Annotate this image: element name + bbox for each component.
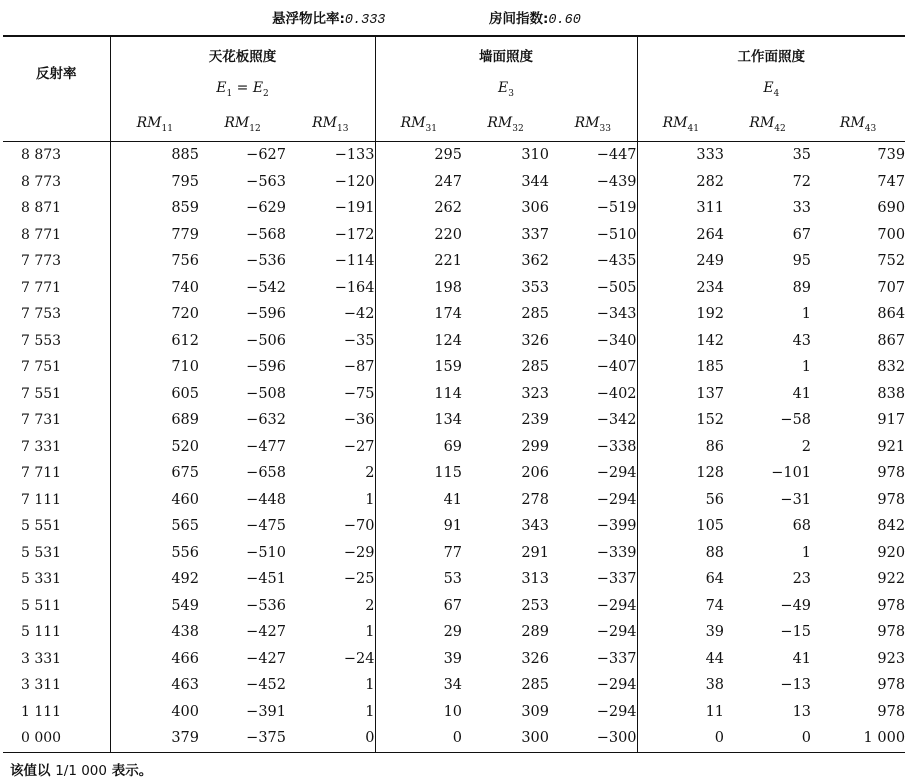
value-cell: 885 <box>171 147 199 164</box>
value-cell: 864 <box>877 306 905 323</box>
value-cell: 152 <box>696 412 725 429</box>
value-cell: 89 <box>792 279 812 296</box>
value-cell: 739 <box>877 147 905 164</box>
value-cell: 137 <box>696 385 725 402</box>
table-row <box>3 460 905 487</box>
value-cell: −435 <box>549 248 637 275</box>
value-cell: −629 <box>246 200 286 217</box>
value-cell: −448 <box>246 491 286 508</box>
value-cell: −25 <box>286 566 375 593</box>
value-cell: −58 <box>780 412 812 429</box>
value-cell: −337 <box>549 566 637 593</box>
value-cell: 675 <box>171 465 199 482</box>
value-cell: −439 <box>549 169 637 196</box>
value-cell: 978 <box>877 703 905 720</box>
table-row <box>3 593 905 620</box>
value-cell: 69 <box>443 438 463 455</box>
value-cell: −451 <box>246 571 286 588</box>
reflectance-header-cell <box>3 36 110 107</box>
value-cell: 923 <box>877 650 905 667</box>
value-cell: 72 <box>792 173 812 190</box>
value-cell: 285 <box>521 677 550 694</box>
value-cell: −508 <box>246 385 286 402</box>
value-cell: 11 <box>705 703 725 720</box>
table-row <box>3 672 905 699</box>
value-cell: −164 <box>286 275 375 302</box>
value-cell: −340 <box>549 328 637 355</box>
value-cell: 115 <box>434 465 463 482</box>
col-header-rm41: $RM_{41}$ <box>637 107 724 142</box>
value-cell: −13 <box>780 677 812 694</box>
value-cell: −447 <box>549 142 637 169</box>
value-cell: −407 <box>549 354 637 381</box>
value-cell: −114 <box>286 248 375 275</box>
value-cell: 700 <box>877 226 905 243</box>
value-cell: −15 <box>780 624 812 641</box>
value-cell: 128 <box>696 465 725 482</box>
value-cell: 33 <box>792 200 812 217</box>
value-cell: −596 <box>246 306 286 323</box>
value-cell: −510 <box>549 222 637 249</box>
value-cell: 39 <box>443 650 463 667</box>
value-cell: 0 <box>375 725 462 752</box>
reflectance-cell: 7 711 <box>3 460 110 487</box>
value-cell: 920 <box>877 544 905 561</box>
value-cell: 88 <box>705 544 725 561</box>
value-cell: 343 <box>521 518 550 535</box>
value-cell: −75 <box>286 381 375 408</box>
value-cell: −452 <box>246 677 286 694</box>
value-cell: 978 <box>877 624 905 641</box>
value-cell: −294 <box>549 460 637 487</box>
value-cell: −49 <box>780 597 812 614</box>
value-cell: 549 <box>171 597 199 614</box>
value-cell: 1 <box>801 306 812 323</box>
table-row <box>3 487 905 514</box>
value-cell: −510 <box>246 544 286 561</box>
value-cell: −35 <box>286 328 375 355</box>
value-cell: 68 <box>792 518 812 535</box>
table-row <box>3 513 905 540</box>
value-cell: −70 <box>286 513 375 540</box>
table-row <box>3 381 905 408</box>
value-cell: 234 <box>696 279 725 296</box>
table-row <box>3 699 905 726</box>
value-cell: 520 <box>171 438 199 455</box>
table-row <box>3 354 905 381</box>
value-cell: 752 <box>877 253 905 270</box>
value-cell: −391 <box>246 703 286 720</box>
value-cell: −294 <box>549 593 637 620</box>
group-header-workplane: 工作面照度 <box>637 36 905 72</box>
value-cell: 0 <box>637 725 724 752</box>
value-cell: −101 <box>771 465 812 482</box>
value-cell: −338 <box>549 434 637 461</box>
value-cell: 306 <box>521 200 550 217</box>
value-cell: 114 <box>434 385 463 402</box>
value-cell: 43 <box>792 332 812 349</box>
value-cell: 323 <box>521 385 550 402</box>
value-cell: 756 <box>171 253 199 270</box>
value-cell: 299 <box>521 438 550 455</box>
value-cell: 34 <box>443 677 463 694</box>
value-cell: −87 <box>286 354 375 381</box>
value-cell: 565 <box>171 518 199 535</box>
value-cell: 95 <box>792 253 812 270</box>
value-cell: 285 <box>521 359 550 376</box>
group-header-wall: 墙面照度 <box>375 36 637 72</box>
value-cell: −475 <box>246 518 286 535</box>
value-cell: −29 <box>286 540 375 567</box>
value-cell: 740 <box>171 279 199 296</box>
value-cell: −536 <box>246 597 286 614</box>
value-cell: 39 <box>705 624 725 641</box>
value-cell: 689 <box>171 412 199 429</box>
reflectance-cell: 7 751 <box>3 354 110 381</box>
reflectance-cell: 7 731 <box>3 407 110 434</box>
value-cell: 978 <box>877 597 905 614</box>
value-cell: −568 <box>246 226 286 243</box>
group-header-ceiling: 天花板照度 <box>110 36 375 72</box>
value-cell: −294 <box>549 487 637 514</box>
value-cell: 978 <box>877 491 905 508</box>
reflectance-cell: 5 331 <box>3 566 110 593</box>
reflectance-cell: 8 771 <box>3 222 110 249</box>
value-cell: 247 <box>434 173 463 190</box>
value-cell: −42 <box>286 301 375 328</box>
table-row <box>3 195 905 222</box>
value-cell: 41 <box>792 385 812 402</box>
symbol-workplane: $E_4$ <box>763 80 780 99</box>
value-cell: 285 <box>521 306 550 323</box>
table-row <box>3 407 905 434</box>
symbol-ceiling: $E_1 = E_2$ <box>110 72 375 107</box>
value-cell: −294 <box>549 699 637 726</box>
value-cell: −343 <box>549 301 637 328</box>
room-index-label: 房间指数: <box>489 11 549 27</box>
reflectance-cell: 5 551 <box>3 513 110 540</box>
value-cell: 2 <box>801 438 812 455</box>
room-index-value: 0.60 <box>548 13 581 28</box>
reflectance-header-spacer <box>3 107 110 142</box>
value-cell: 142 <box>696 332 725 349</box>
value-cell: 690 <box>877 200 905 217</box>
reflectance-cell: 5 111 <box>3 619 110 646</box>
value-cell: 198 <box>434 279 463 296</box>
value-cell: 313 <box>521 571 550 588</box>
value-cell: −172 <box>286 222 375 249</box>
value-cell: −505 <box>549 275 637 302</box>
value-cell: −294 <box>549 672 637 699</box>
value-cell: −300 <box>549 725 637 752</box>
value-cell: 310 <box>521 147 550 164</box>
col-header-rm43: $RM_{43}$ <box>811 107 905 142</box>
value-cell: 710 <box>171 359 199 376</box>
value-cell: 253 <box>521 597 550 614</box>
value-cell: 64 <box>705 571 725 588</box>
value-cell: 67 <box>443 597 463 614</box>
value-cell: 922 <box>877 571 905 588</box>
table-row <box>3 646 905 673</box>
value-cell: 466 <box>171 650 199 667</box>
value-cell: −427 <box>246 650 286 667</box>
value-cell: −27 <box>286 434 375 461</box>
reflectance-table <box>3 35 905 753</box>
value-cell: −427 <box>246 624 286 641</box>
table-caption <box>0 4 900 26</box>
value-cell: 605 <box>171 385 199 402</box>
table-row <box>3 725 905 752</box>
value-cell: 249 <box>696 253 725 270</box>
table-row <box>3 566 905 593</box>
reflectance-cell: 1 111 <box>3 699 110 726</box>
reflectance-cell: 8 773 <box>3 169 110 196</box>
value-cell: −399 <box>549 513 637 540</box>
col-header-rm13: $RM_{13}$ <box>286 107 375 142</box>
value-cell: 0 <box>724 725 811 752</box>
value-cell: −536 <box>246 253 286 270</box>
value-cell: 53 <box>443 571 463 588</box>
value-cell: −24 <box>286 646 375 673</box>
value-cell: 77 <box>443 544 463 561</box>
value-cell: −563 <box>246 173 286 190</box>
value-cell: 38 <box>705 677 725 694</box>
value-cell: 1 000 <box>811 725 905 752</box>
reflectance-cell: 5 531 <box>3 540 110 567</box>
reflectance-cell: 7 551 <box>3 381 110 408</box>
value-cell: −596 <box>246 359 286 376</box>
value-cell: −477 <box>246 438 286 455</box>
value-cell: 220 <box>434 226 463 243</box>
value-cell: −36 <box>286 407 375 434</box>
symbol-wall: $E_3$ <box>375 72 637 107</box>
table-row <box>3 222 905 249</box>
reflectance-cell: 7 553 <box>3 328 110 355</box>
value-cell: −627 <box>246 147 286 164</box>
value-cell: 91 <box>443 518 463 535</box>
value-cell: 842 <box>877 518 905 535</box>
value-cell: 1 <box>286 699 375 726</box>
value-cell: 35 <box>792 147 812 164</box>
value-cell: 2 <box>286 593 375 620</box>
value-cell: 344 <box>521 173 550 190</box>
value-cell: 264 <box>696 226 725 243</box>
value-cell: 832 <box>877 359 905 376</box>
reflectance-cell: 7 771 <box>3 275 110 302</box>
value-cell: 67 <box>792 226 812 243</box>
value-cell: 282 <box>696 173 725 190</box>
value-cell: 362 <box>521 253 550 270</box>
value-cell: 1 <box>286 619 375 646</box>
value-cell: 867 <box>877 332 905 349</box>
value-cell: 295 <box>434 147 463 164</box>
value-cell: 134 <box>434 412 463 429</box>
reflectance-cell: 0 000 <box>3 725 110 752</box>
value-cell: 859 <box>171 200 199 217</box>
value-cell: 44 <box>705 650 725 667</box>
value-cell: 206 <box>521 465 550 482</box>
value-cell: 74 <box>705 597 725 614</box>
reflectance-cell: 7 753 <box>3 301 110 328</box>
reflectance-cell: 3 311 <box>3 672 110 699</box>
reflectance-cell: 5 511 <box>3 593 110 620</box>
value-cell: 337 <box>521 226 550 243</box>
value-cell: 1 <box>286 672 375 699</box>
value-cell: 400 <box>171 703 199 720</box>
value-cell: 707 <box>877 279 905 296</box>
value-cell: 353 <box>521 279 550 296</box>
value-cell: −120 <box>286 169 375 196</box>
col-header-rm12: $RM_{12}$ <box>199 107 286 142</box>
value-cell: 105 <box>696 518 725 535</box>
value-cell: 2 <box>286 460 375 487</box>
value-cell: 13 <box>792 703 812 720</box>
table-row <box>3 434 905 461</box>
col-header-rm33: $RM_{33}$ <box>549 107 637 142</box>
suspension-ratio-label: 悬浮物比率: <box>272 11 345 27</box>
table-row <box>3 540 905 567</box>
reflectance-cell: 7 773 <box>3 248 110 275</box>
table-row <box>3 142 905 169</box>
value-cell: 309 <box>521 703 550 720</box>
value-cell: 326 <box>521 332 550 349</box>
col-header-rm11: $RM_{11}$ <box>110 107 199 142</box>
value-cell: 174 <box>434 306 463 323</box>
value-cell: 291 <box>521 544 550 561</box>
value-cell: 10 <box>443 703 463 720</box>
value-cell: 978 <box>877 465 905 482</box>
col-header-rm31: $RM_{31}$ <box>375 107 462 142</box>
value-cell: −191 <box>286 195 375 222</box>
value-cell: 311 <box>696 200 725 217</box>
reflectance-header: 反射率 <box>36 66 77 82</box>
value-cell: −506 <box>246 332 286 349</box>
value-cell: 159 <box>434 359 463 376</box>
value-cell: 300 <box>462 725 549 752</box>
value-cell: 1 <box>801 359 812 376</box>
value-cell: −542 <box>246 279 286 296</box>
value-cell: 23 <box>792 571 812 588</box>
value-cell: −337 <box>549 646 637 673</box>
value-cell: −658 <box>246 465 286 482</box>
value-cell: 838 <box>877 385 905 402</box>
value-cell: 289 <box>521 624 550 641</box>
value-cell: 86 <box>705 438 725 455</box>
value-cell: 917 <box>877 412 905 429</box>
value-cell: 0 <box>286 725 375 752</box>
table-row <box>3 619 905 646</box>
value-cell: 779 <box>171 226 199 243</box>
value-cell: 221 <box>434 253 463 270</box>
reflectance-cell: 8 873 <box>3 142 110 169</box>
value-cell: 326 <box>521 650 550 667</box>
value-cell: 438 <box>171 624 199 641</box>
col-header-rm42: $RM_{42}$ <box>724 107 811 142</box>
reflectance-cell: 7 331 <box>3 434 110 461</box>
table-row <box>3 248 905 275</box>
value-cell: 463 <box>171 677 199 694</box>
reflectance-cell: 7 111 <box>3 487 110 514</box>
value-cell: −632 <box>246 412 286 429</box>
value-cell: 492 <box>171 571 199 588</box>
value-cell: 1 <box>801 544 812 561</box>
value-cell: 29 <box>443 624 463 641</box>
value-cell: 262 <box>434 200 463 217</box>
value-cell: 192 <box>696 306 725 323</box>
suspension-ratio-value: 0.333 <box>344 13 386 28</box>
footnote: 该值以 1/1 000 表示。 <box>10 763 153 779</box>
value-cell: 747 <box>877 173 905 190</box>
value-cell: 720 <box>171 306 199 323</box>
value-cell: −31 <box>780 491 812 508</box>
value-cell: 978 <box>877 677 905 694</box>
value-cell: 612 <box>171 332 199 349</box>
value-cell: −519 <box>549 195 637 222</box>
value-cell: −402 <box>549 381 637 408</box>
value-cell: 460 <box>171 491 199 508</box>
table-row <box>3 301 905 328</box>
table-row <box>3 275 905 302</box>
value-cell: −339 <box>549 540 637 567</box>
value-cell: 556 <box>171 544 199 561</box>
value-cell: 379 <box>110 725 199 752</box>
table-body <box>3 142 905 753</box>
value-cell: 1 <box>286 487 375 514</box>
reflectance-cell: 8 871 <box>3 195 110 222</box>
value-cell: −342 <box>549 407 637 434</box>
room-index <box>489 7 581 28</box>
value-cell: 278 <box>521 491 550 508</box>
value-cell: 185 <box>696 359 725 376</box>
value-cell: −375 <box>199 725 286 752</box>
value-cell: 795 <box>171 173 199 190</box>
value-cell: 41 <box>443 491 463 508</box>
value-cell: −294 <box>549 619 637 646</box>
value-cell: 124 <box>434 332 463 349</box>
table-row <box>3 328 905 355</box>
value-cell: 56 <box>705 491 725 508</box>
value-cell: 921 <box>877 438 905 455</box>
reflectance-cell: 3 331 <box>3 646 110 673</box>
suspension-ratio <box>272 7 385 28</box>
value-cell: 239 <box>521 412 550 429</box>
value-cell: −133 <box>286 142 375 169</box>
col-header-rm32: $RM_{32}$ <box>462 107 549 142</box>
value-cell: 333 <box>696 147 725 164</box>
value-cell: 41 <box>792 650 812 667</box>
table-row <box>3 169 905 196</box>
